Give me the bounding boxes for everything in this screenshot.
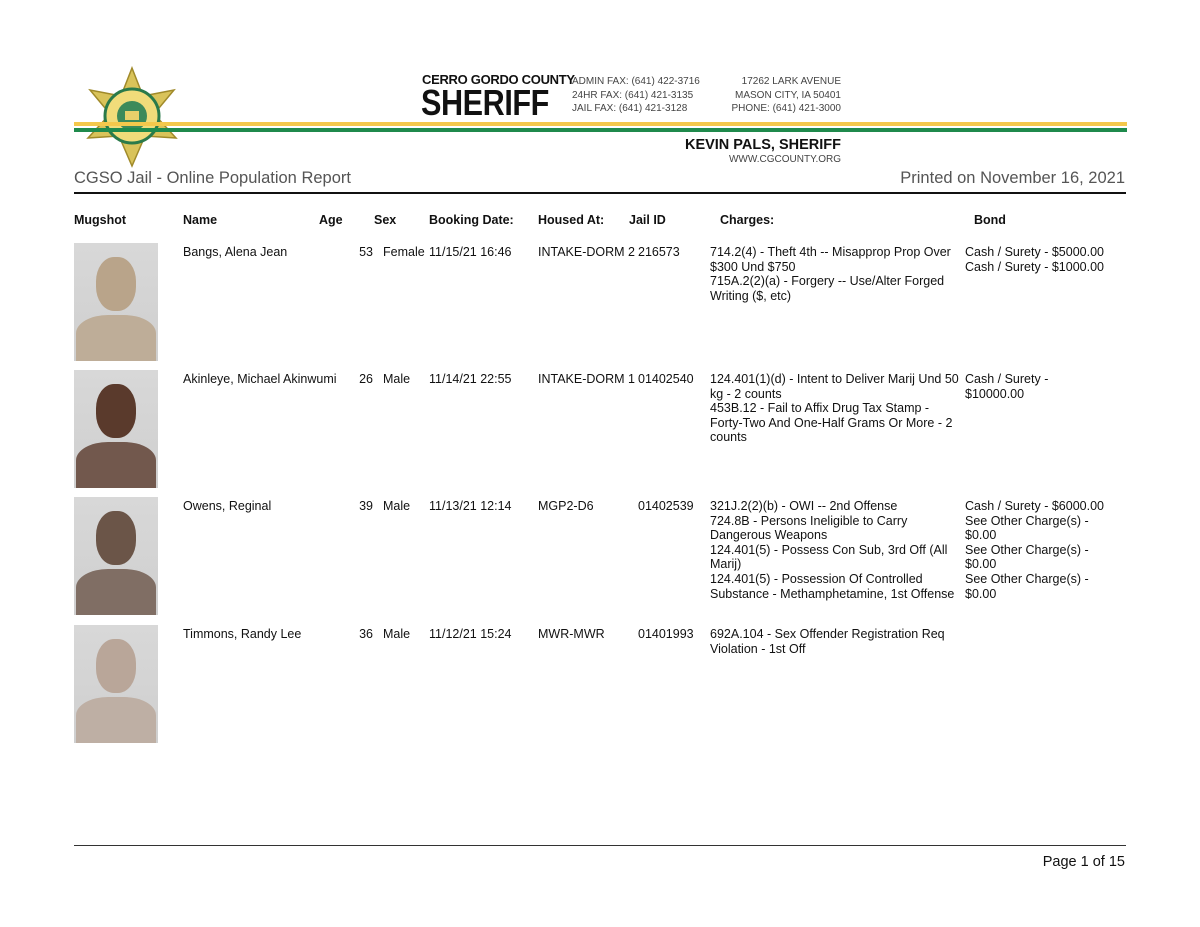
bond: Cash / Surety - $1000.00 bbox=[965, 259, 1104, 274]
booking-date: 11/14/21 22:55 bbox=[429, 372, 512, 386]
charge: 321J.2(2)(b) - OWI -- 2nd Offense bbox=[710, 499, 898, 513]
mugshot-photo bbox=[74, 497, 158, 615]
col-age: Age bbox=[319, 213, 343, 227]
col-booking: Booking Date: bbox=[429, 213, 514, 227]
county-name: CERRO GORDO COUNTY bbox=[422, 72, 575, 87]
col-jail-id: Jail ID bbox=[629, 213, 666, 227]
charge: 724.8B - Persons Ineligible to Carry Dangerous Weapons bbox=[710, 513, 908, 543]
inmate-age: 53 bbox=[359, 245, 373, 259]
bond-list bbox=[965, 245, 1110, 274]
col-name: Name bbox=[183, 213, 218, 227]
housed-at: INTAKE-DORM 1 bbox=[538, 372, 635, 386]
jail-id: 01402539 bbox=[638, 499, 694, 513]
charge: 692A.104 - Sex Offender Registration Req Violation - 1st Off bbox=[710, 627, 945, 656]
street: 17262 LARK AVENUE bbox=[741, 76, 841, 87]
inmate-sex: Male bbox=[383, 627, 411, 641]
col-sex: Sex bbox=[374, 213, 397, 227]
jail-id: 01402540 bbox=[638, 372, 694, 386]
bond-list bbox=[965, 372, 1110, 401]
inmate-name: Owens, Reginal bbox=[183, 499, 272, 513]
charge: 715A.2(2)(a) - Forgery -- Use/Alter Forged Writing ($, etc) bbox=[710, 274, 945, 303]
phone: PHONE: (641) 421-3000 bbox=[731, 103, 841, 114]
address-lines bbox=[700, 75, 841, 116]
col-housed: Housed At: bbox=[538, 213, 605, 227]
col-bond: Bond bbox=[974, 213, 1006, 227]
city: MASON CITY, IA 50401 bbox=[735, 89, 841, 101]
inmate-sex: Male bbox=[383, 499, 411, 513]
housed-at: MWR-MWR bbox=[538, 627, 605, 641]
header-stripe-yellow bbox=[74, 122, 1127, 126]
charge: 124.401(5) - Possess Con Sub, 3rd Off (All Marij) bbox=[710, 542, 948, 572]
fax-lines bbox=[572, 75, 700, 116]
report-title: CGSO Jail - Online Population Report bbox=[74, 169, 351, 187]
bond: Cash / Surety - $10000.00 bbox=[965, 372, 1049, 401]
booking-date: 11/15/21 16:46 bbox=[429, 245, 512, 259]
charge: 124.401(1)(d) - Intent to Deliver Marij Und 50 kg - 2 counts bbox=[710, 372, 959, 401]
col-mugshot: Mugshot bbox=[74, 213, 127, 227]
jail-id: 01401993 bbox=[638, 627, 694, 641]
charge: 453B.12 - Fail to Affix Drug Tax Stamp - Forty-Two And One-Half Grams Or More - 2 counts bbox=[710, 401, 953, 445]
charges-list bbox=[710, 245, 965, 303]
jail-id: 216573 bbox=[638, 245, 680, 259]
title-divider bbox=[74, 192, 1126, 194]
page-number: Page 1 of 15 bbox=[1042, 854, 1125, 870]
24hr-fax: 24HR FAX: (641) 421-3135 bbox=[572, 89, 694, 101]
housed-at: INTAKE-DORM 2 bbox=[538, 245, 635, 259]
bond: See Other Charge(s) - $0.00 bbox=[965, 542, 1089, 572]
inmate-sex: Male bbox=[383, 372, 411, 386]
jail-fax: JAIL FAX: (641) 421-3128 bbox=[572, 103, 688, 114]
inmate-age: 26 bbox=[359, 372, 373, 386]
inmate-age: 39 bbox=[359, 499, 373, 513]
bond-list bbox=[965, 499, 1110, 601]
inmate-name: Bangs, Alena Jean bbox=[183, 245, 288, 259]
charges-list bbox=[710, 627, 965, 656]
footer-divider bbox=[74, 845, 1126, 846]
inmate-sex: Female bbox=[383, 245, 425, 259]
printed-date: Printed on November 16, 2021 bbox=[900, 169, 1125, 187]
bond: See Other Charge(s) - $0.00 bbox=[965, 571, 1089, 601]
mugshot-photo bbox=[74, 370, 158, 488]
col-charges: Charges: bbox=[720, 213, 775, 227]
website: WWW.CGCOUNTY.ORG bbox=[728, 154, 841, 165]
bond: Cash / Surety - $5000.00 bbox=[965, 245, 1104, 259]
admin-fax: ADMIN FAX: (641) 422-3716 bbox=[572, 76, 700, 87]
bond: Cash / Surety - $6000.00 bbox=[965, 499, 1104, 513]
sheriff-star-logo bbox=[82, 66, 182, 168]
housed-at: MGP2-D6 bbox=[538, 499, 594, 513]
charges-list bbox=[710, 499, 965, 601]
booking-date: 11/13/21 12:14 bbox=[429, 499, 512, 513]
sheriff-name: KEVIN PALS, SHERIFF bbox=[684, 137, 841, 153]
mugshot-photo bbox=[74, 243, 158, 361]
charges-list bbox=[710, 372, 965, 445]
header-stripe-green bbox=[74, 128, 1127, 132]
inmate-name: Timmons, Randy Lee bbox=[183, 627, 302, 641]
charge: 124.401(5) - Possession Of Controlled Substance - Methamphetamine, 1st Offense bbox=[710, 571, 955, 601]
inmate-age: 36 bbox=[359, 627, 373, 641]
bond: See Other Charge(s) - $0.00 bbox=[965, 513, 1089, 543]
charge: 714.2(4) - Theft 4th -- Misapprop Prop Over $300 Und $750 bbox=[710, 245, 951, 274]
mugshot-photo bbox=[74, 625, 158, 743]
sheriff-title: SHERIFF bbox=[421, 82, 549, 123]
booking-date: 11/12/21 15:24 bbox=[429, 627, 512, 641]
inmate-name: Akinleye, Michael Akinwumi bbox=[183, 372, 337, 386]
